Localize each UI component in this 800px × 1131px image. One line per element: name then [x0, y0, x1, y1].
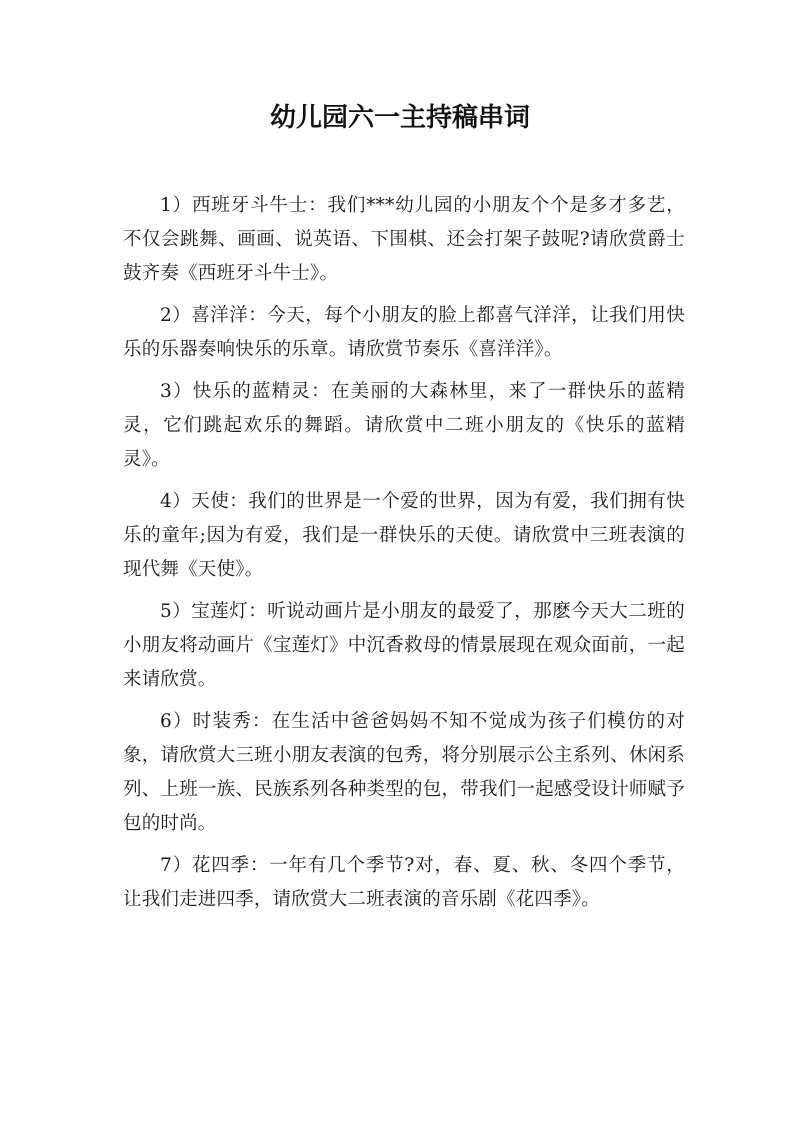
paragraph-4: 4）天使：我们的世界是一个爱的世界，因为有爱，我们拥有快乐的童年;因为有爱，我们是一群快乐的天使。请欣赏中三班表演的现代舞《天使》。 — [123, 491, 685, 580]
paragraph-1: 1）西班牙斗牛士：我们***幼儿园的小朋友个个是多才多艺，不仅会跳舞、画画、说英语、下围棋、还会打架子鼓呢?请欣赏爵士鼓齐奏《西班牙斗牛士》。 — [123, 195, 685, 284]
paragraph-6: 6）时装秀：在生活中爸爸妈妈不知不觉成为孩子们模仿的对象，请欣赏大三班小朋友表演的包秀，将分别展示公主系列、休闲系列、上班一族、民族系列各种类型的包，带我们一起感受设计师赋予包的时尚。 — [123, 711, 685, 834]
document-body — [123, 189, 685, 925]
paragraph-7: 7）花四季：一年有几个季节?对，春、夏、秋、冬四个季节，让我们走进四季，请欣赏大二班表演的音乐剧《花四季》。 — [123, 855, 685, 910]
paragraph-5: 5）宝莲灯：听说动画片是小朋友的最爱了，那麽今天大二班的小朋友将动画片《宝莲灯》中沉香救母的情景展现在观众面前，一起来请欣赏。 — [123, 601, 685, 690]
document-title: 幼儿园六一主持稿串词 — [269, 103, 530, 133]
paragraph-2: 2）喜洋洋：今天，每个小朋友的脸上都喜气洋洋，让我们用快乐的乐器奏响快乐的乐章。请欣赏节奏乐《喜洋洋》。 — [123, 305, 685, 360]
paragraph-3: 3）快乐的蓝精灵：在美丽的大森林里，来了一群快乐的蓝精灵，它们跳起欢乐的舞蹈。请欣赏中二班小朋友的《快乐的蓝精灵》。 — [123, 381, 685, 470]
